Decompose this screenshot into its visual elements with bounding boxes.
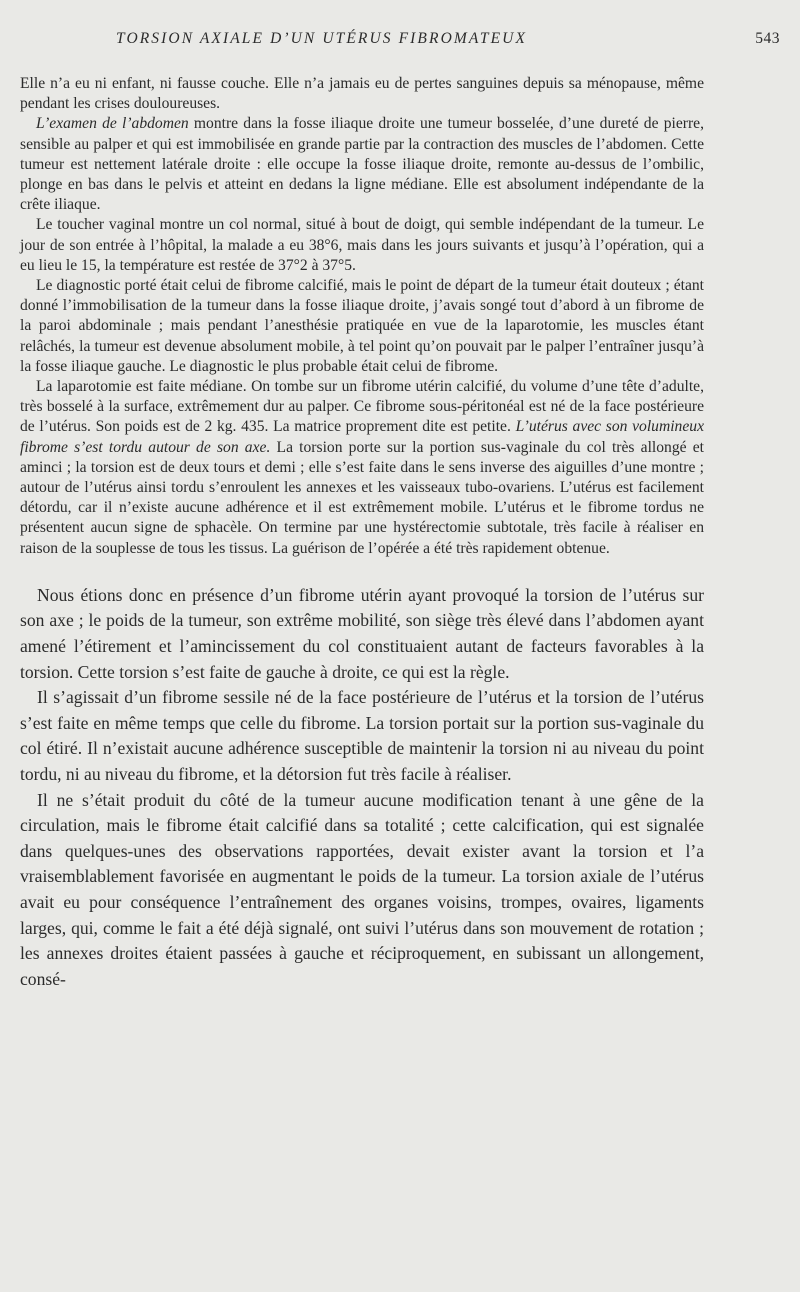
discussion-paragraph-2: Il s’agissait d’un fibrome sessile né de la face postérieure de l’utérus et la torsion de l’utérus s’est faite en même temps que celle du fibrome. La torsion portait sur la portion sus-vaginale du col étiré. Il n’existait aucune adhérence susceptible de maintenir la torsion ni au niveau du point tordu, ni au niveau du fibrome, et la détorsion fut très facile à réaliser. [20, 687, 704, 785]
abdomen-exam-heading: L’examen de l’abdomen [36, 115, 189, 133]
case-report [20, 74, 704, 559]
discussion-paragraph-1: Nous étions donc en présence d’un fibrome utérin ayant provoqué la torsion de l’utérus sur son axe ; le poids de la tumeur, son extrême mobilité, son siège très élevé dans l’abdomen ayant amené l’étirement et l’amincissement du col constituaient autant de facteurs favorables à la torsion. Cette torsion s’est faite de gauche à droite, ce qui est la règle. [20, 584, 704, 682]
laparotomy-text-b: La torsion porte sur la portion sus-vaginale du col très allongé et aminci ; la torsion est de deux tours et demi ; elle s’est faite dans le sens inverse des aiguilles d’une montre ; autour de l’utérus ainsi tordu s’enroulent les annexes et les vaisseaux tubo-ovariens. L’utérus est facilement détordu, car il n’existe aucune adhérence et il est extrêmement mobile. L’utérus et le fibrome tordus ne présentent aucun signe de sphacèle. On termine par une hystérectomie subtotale, très facile à réaliser en raison de la souplesse de tous les tissus. La guérison de l’opérée a été très rapidement obtenue. [20, 438, 705, 557]
abdomen-exam-text: montre dans la fosse iliaque droite une tumeur bosselée, d’une dureté de pierre, sensible au palper et qui est immobilisée en grande partie par la contraction des muscles de l’abdomen. Cette tumeur est nettement latérale droite : elle occupe la fosse iliaque droite, remonte au-dessus de l’ombilic, plonge en bas dans le pelvis et atteint en dedans la ligne médiane. Elle est absolument indépendante de la crête iliaque. [20, 115, 704, 214]
page-number: 543 [755, 30, 780, 47]
torsion-emphasis: L’utérus avec son volumineux fibrome s’est tordu autour de son axe. [20, 418, 704, 456]
running-head [20, 28, 780, 54]
discussion [20, 583, 704, 993]
running-title: TORSION AXIALE D’UN UTÉRUS FIBROMATEUX [116, 30, 528, 47]
case-paragraph-5 [20, 377, 704, 559]
discussion-paragraph-3: Il ne s’était produit du côté de la tumeur aucune modification tenant à une gêne de la circulation, mais le fibrome était calcifié dans sa totalité ; cette calcification, qui est signalée dans quelques-unes des observations rapportées, devait exister avant la torsion et l’a vraisemblablement favorisée en augmentant le poids de la tumeur. La torsion axiale de l’utérus avait eu pour conséquence l’entraînement des organes voisins, trompes, ovaires, ligaments larges, qui, comme le fait a été déjà signalé, ont suivi l’utérus dans son mouvement de rotation ; les annexes droites étaient passées à gauche et réciproquement, en subissant un allongement, consé- [20, 789, 704, 989]
laparotomy-text-a: La laparotomie est faite médiane. On tombe sur un fibrome utérin calcifié, du volume d’une tête d’adulte, très bosselé à la surface, extrêmement dur au palper. Ce fibrome sous-péritonéal est né de la face postérieure de l’utérus. Son poids est de 2 kg. 435. La matrice proprement dite est petite. [20, 378, 704, 436]
case-paragraph-2 [20, 114, 704, 215]
case-paragraph-3: Le toucher vaginal montre un col normal, situé à bout de doigt, qui semble indépendant de la tumeur. Le jour de son entrée à l’hôpital, la malade a eu 38°6, mais dans les jours suivants et jusqu’à l’opération, qui a eu lieu le 15, la température est restée de 37°2 à 37°5. [20, 216, 704, 274]
case-paragraph-4: Le diagnostic porté était celui de fibrome calcifié, mais le point de départ de la tumeur était douteux ; étant donné l’immobilisation de la tumeur dans la fosse iliaque droite, j’avais songé tout d’abord à un fibrome de la paroi abdominale ; mais pendant l’anesthésie pratiquée en vue de la laparotomie, les muscles étant relâchés, la tumeur est devenue absolument mobile, à tel point qu’on pouvait par le palper l’entraîner jusqu’à la fosse iliaque gauche. Le diagnostic le plus probable était celui de fibrome. [20, 277, 704, 375]
case-paragraph-1: Elle n’a eu ni enfant, ni fausse couche. Elle n’a jamais eu de pertes sanguines depuis sa ménopause, même pendant les crises douloureuses. [20, 75, 704, 113]
